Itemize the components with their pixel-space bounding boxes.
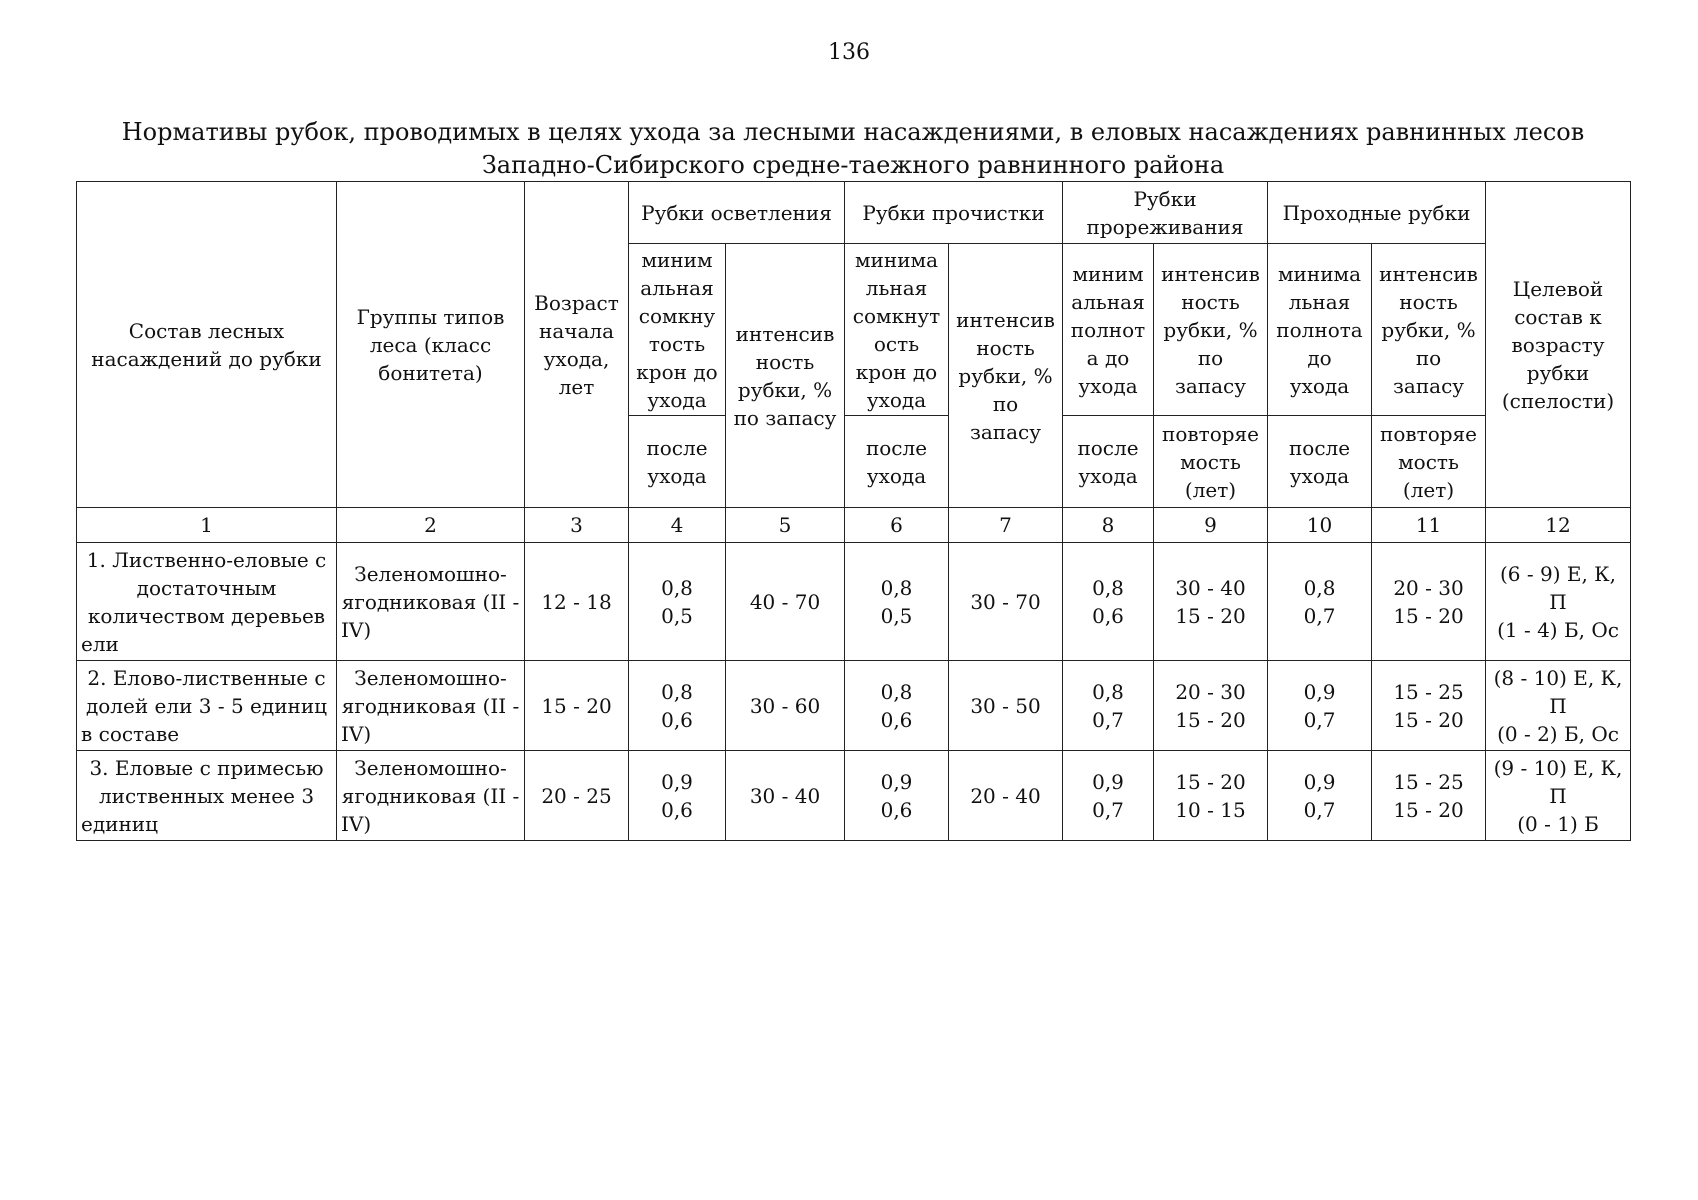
norms-table bbox=[76, 181, 1631, 841]
cell-c4: 0,8 0,5 bbox=[629, 543, 726, 661]
table-row bbox=[77, 543, 1631, 661]
header-c11-intensity: интенсив ность рубки, % по запасу bbox=[1372, 244, 1486, 416]
cell-forest-type: Зеленомошно-ягодниковая (II - IV) bbox=[337, 751, 525, 841]
cell-start-age: 15 - 20 bbox=[525, 661, 629, 751]
header-c7-intensity: интенсив ность рубки, % по запасу bbox=[949, 244, 1063, 508]
column-number: 6 bbox=[845, 508, 949, 543]
cell-c12: (8 - 10) Е, К, П (0 - 2) Б, Ос bbox=[1486, 661, 1631, 751]
column-number-row bbox=[77, 508, 1631, 543]
cell-c5: 30 - 60 bbox=[726, 661, 845, 751]
column-number: 5 bbox=[726, 508, 845, 543]
header-start-age: Возраст начала ухода, лет bbox=[525, 182, 629, 508]
cell-c8: 0,9 0,7 bbox=[1063, 751, 1154, 841]
cell-c10: 0,9 0,7 bbox=[1268, 751, 1372, 841]
title-line-1: Нормативы рубок, проводимых в целях ухода за лесными насаждениями, в еловых насаждениях равнинных лесов bbox=[121, 118, 1585, 146]
cell-c5: 30 - 40 bbox=[726, 751, 845, 841]
cell-c8: 0,8 0,6 bbox=[1063, 543, 1154, 661]
column-number: 9 bbox=[1154, 508, 1268, 543]
cell-c4: 0,8 0,6 bbox=[629, 661, 726, 751]
column-number: 3 bbox=[525, 508, 629, 543]
cell-c9: 30 - 40 15 - 20 bbox=[1154, 543, 1268, 661]
header-forest-type: Группы типов леса (класс бонитета) bbox=[337, 182, 525, 508]
header-c11-repeat: повторяе мость (лет) bbox=[1372, 416, 1486, 508]
cell-composition: 3. Еловые с примесью лиственных менее 3 единиц bbox=[77, 751, 337, 841]
header-c5-intensity: интенсив ность рубки, % по запасу bbox=[726, 244, 845, 508]
page-number: 136 bbox=[828, 40, 870, 65]
column-number: 12 bbox=[1486, 508, 1631, 543]
cell-c10: 0,9 0,7 bbox=[1268, 661, 1372, 751]
cell-c11: 20 - 30 15 - 20 bbox=[1372, 543, 1486, 661]
cell-forest-type: Зеленомошно-ягодниковая (II - IV) bbox=[337, 661, 525, 751]
cell-c5: 40 - 70 bbox=[726, 543, 845, 661]
header-composition: Состав лесных насаждений до рубки bbox=[77, 182, 337, 508]
column-number: 10 bbox=[1268, 508, 1372, 543]
header-c8-after: после ухода bbox=[1063, 416, 1154, 508]
header-c4-min-density: миним альная сомкну тость крон до ухода bbox=[629, 244, 726, 416]
cell-c7: 30 - 50 bbox=[949, 661, 1063, 751]
header-c9-repeat: повторяе мость (лет) bbox=[1154, 416, 1268, 508]
header-c6-min-density: минима льная сомкнут ость крон до ухода bbox=[845, 244, 949, 416]
cell-c4: 0,9 0,6 bbox=[629, 751, 726, 841]
column-number: 11 bbox=[1372, 508, 1486, 543]
header-c9-intensity: интенсив ность рубки, % по запасу bbox=[1154, 244, 1268, 416]
cell-c9: 15 - 20 10 - 15 bbox=[1154, 751, 1268, 841]
table-title bbox=[76, 116, 1630, 182]
header-group-prochistka: Рубки прочистки bbox=[845, 182, 1063, 244]
table-row bbox=[77, 751, 1631, 841]
header-group-prorezhivanie: Рубки прореживания bbox=[1063, 182, 1268, 244]
column-number: 7 bbox=[949, 508, 1063, 543]
cell-c7: 30 - 70 bbox=[949, 543, 1063, 661]
cell-c6: 0,8 0,5 bbox=[845, 543, 949, 661]
column-number: 1 bbox=[77, 508, 337, 543]
column-number: 4 bbox=[629, 508, 726, 543]
cell-c11: 15 - 25 15 - 20 bbox=[1372, 751, 1486, 841]
header-row-groups bbox=[77, 182, 1631, 244]
header-group-osvetlenie: Рубки осветления bbox=[629, 182, 845, 244]
cell-start-age: 12 - 18 bbox=[525, 543, 629, 661]
cell-composition: 2. Елово-лиственные с долей ели 3 - 5 единиц в составе bbox=[77, 661, 337, 751]
header-target-composition: Целевой состав к возрасту рубки (спелости) bbox=[1486, 182, 1631, 508]
cell-composition: 1. Лиственно-еловые с достаточным количеством деревьев ели bbox=[77, 543, 337, 661]
cell-start-age: 20 - 25 bbox=[525, 751, 629, 841]
header-c10-after: после ухода bbox=[1268, 416, 1372, 508]
header-c8-min-fullness: миним альная полнот а до ухода bbox=[1063, 244, 1154, 416]
column-number: 2 bbox=[337, 508, 525, 543]
cell-c12: (9 - 10) Е, К, П (0 - 1) Б bbox=[1486, 751, 1631, 841]
cell-c8: 0,8 0,7 bbox=[1063, 661, 1154, 751]
header-c4-after: после ухода bbox=[629, 416, 726, 508]
cell-c7: 20 - 40 bbox=[949, 751, 1063, 841]
cell-c10: 0,8 0,7 bbox=[1268, 543, 1372, 661]
cell-c11: 15 - 25 15 - 20 bbox=[1372, 661, 1486, 751]
table-row bbox=[77, 661, 1631, 751]
header-group-prohodnye: Проходные рубки bbox=[1268, 182, 1486, 244]
header-c10-min-fullness: минима льная полнота до ухода bbox=[1268, 244, 1372, 416]
column-number: 8 bbox=[1063, 508, 1154, 543]
cell-forest-type: Зеленомошно-ягодниковая (II - IV) bbox=[337, 543, 525, 661]
cell-c6: 0,9 0,6 bbox=[845, 751, 949, 841]
cell-c6: 0,8 0,6 bbox=[845, 661, 949, 751]
cell-c9: 20 - 30 15 - 20 bbox=[1154, 661, 1268, 751]
header-c6-after: после ухода bbox=[845, 416, 949, 508]
cell-c12: (6 - 9) Е, К, П (1 - 4) Б, Ос bbox=[1486, 543, 1631, 661]
title-line-2: Западно-Сибирского средне-таежного равнинного района bbox=[481, 151, 1225, 179]
